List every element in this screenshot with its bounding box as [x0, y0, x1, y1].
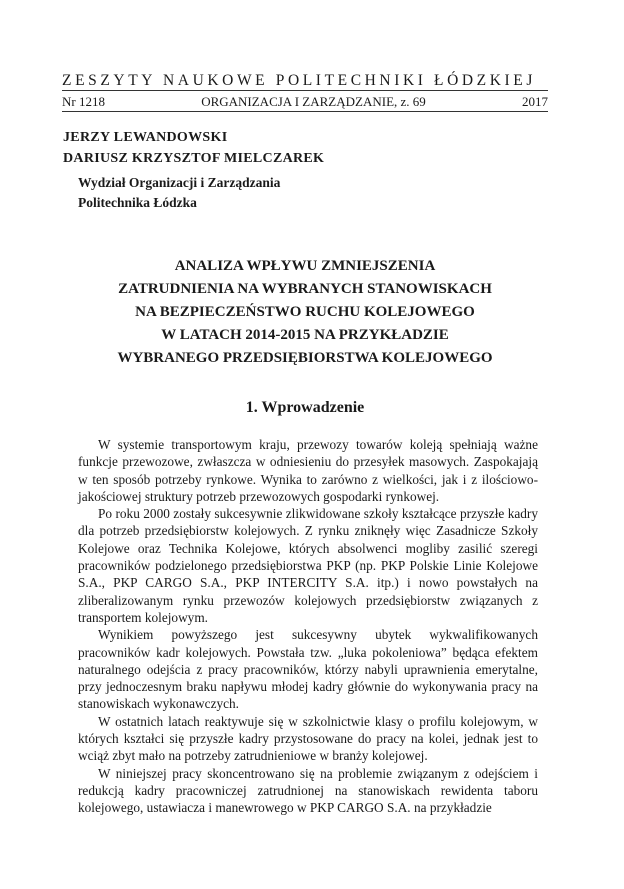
paragraph: Po roku 2000 zostały sukcesywnie zlikwidowane szkoły kształcące przyszłe kadry dla potrzeb przedsiębiorstw kolejowych. Z rynku zniknęły więc Zasadnicze Szkoły Kolejowe oraz Technika Kolejowe, których absolwenci mogliby zasilić szeregi pracowników podzielonego przedsiębiorstwa PKP (np. PKP Polskie Linie Kolejowe S.A., PKP CARGO S.A., PKP INTERCITY S.A. itp.) i nowo powstałych na zliberalizowanym rynku przewozów kolejowych przedsiębiorstw związanych z transportem kolejowym. — [78, 506, 538, 625]
paragraph: W niniejszej pracy skoncentrowano się na problemie związanym z odejściem i redukcją kadry pracowniczej zatrudnionej na stanowiskach rewidenta taboru kolejowego, ustawiacza i manewrowego w PKP CARGO S.A. na przykładzie — [78, 765, 538, 816]
title-line: W LATACH 2014-2015 NA PRZYKŁADZIE — [161, 327, 449, 343]
affiliation-line: Wydział Organizacji i Zarządzania — [78, 175, 281, 190]
author-name: JERZY LEWANDOWSKI — [63, 130, 228, 145]
paper-title — [62, 255, 548, 370]
paragraph: W ostatnich latach reaktywuje się w szkolnictwie klasy o profilu kolejowym, w których kształci się przyszłe kadry przystosowane do pracy na kolei, jednak jest to wciąż zbyt mało na potrzeby zatrudnieniowe w branży kolejowej. — [78, 713, 538, 764]
section-heading: 1. Wprowadzenie — [245, 399, 365, 416]
body-text — [78, 436, 538, 817]
paragraph: W systemie transportowym kraju, przewozy towarów koleją spełniają ważne funkcje przewozowe, zwłaszcza w odniesieniu do przesyłek masowych. Zaspokajają w ten sposób potrzeby rynkowe. Wynika to zarówno z wielkości, jak i z ilościowo-jakościowej struktury potrzeb przewozowych gospodarki rynkowej. — [78, 437, 538, 504]
header-rule-bottom — [62, 111, 548, 112]
header-rule-top — [62, 90, 548, 91]
title-line: ZATRUDNIENIA NA WYBRANYCH STANOWISKACH — [118, 281, 492, 297]
paragraph: Wynikiem powyższego jest sukcesywny ubytek wykwalifikowanych pracowników kadr kolejowych. Powstała tzw. „luka pokoleniowa” będąca efektem naturalnego odejścia z pracy pracowników, którzy nabyli uprawnienia emerytalne, przy jednoczesnym braku napływu młodej kadry głównie do wykonywania pracy na stanowiskach wykonawczych. — [78, 627, 538, 712]
affiliation — [78, 173, 280, 213]
affiliation-line: Politechnika Łódzka — [78, 195, 197, 210]
title-line: ANALIZA WPŁYWU ZMNIEJSZENIA — [174, 258, 436, 274]
issue-year: 2017 — [522, 94, 548, 109]
author-list — [63, 127, 324, 169]
author-name: DARIUSZ KRZYSZTOF MIELCZAREK — [63, 151, 325, 166]
title-line: NA BEZPIECZEŃSTWO RUCHU KOLEJOWEGO — [135, 304, 475, 320]
journal-series: ORGANIZACJA I ZARZĄDZANIE, z. 69 — [201, 94, 426, 109]
title-line: WYBRANEGO PRZEDSIĘBIORSTWA KOLEJOWEGO — [117, 350, 493, 366]
issue-number: Nr 1218 — [62, 94, 105, 109]
journal-title: ZESZYTY NAUKOWE POLITECHNIKI ŁÓDZKIEJ — [62, 72, 536, 89]
issue-line — [62, 94, 548, 109]
